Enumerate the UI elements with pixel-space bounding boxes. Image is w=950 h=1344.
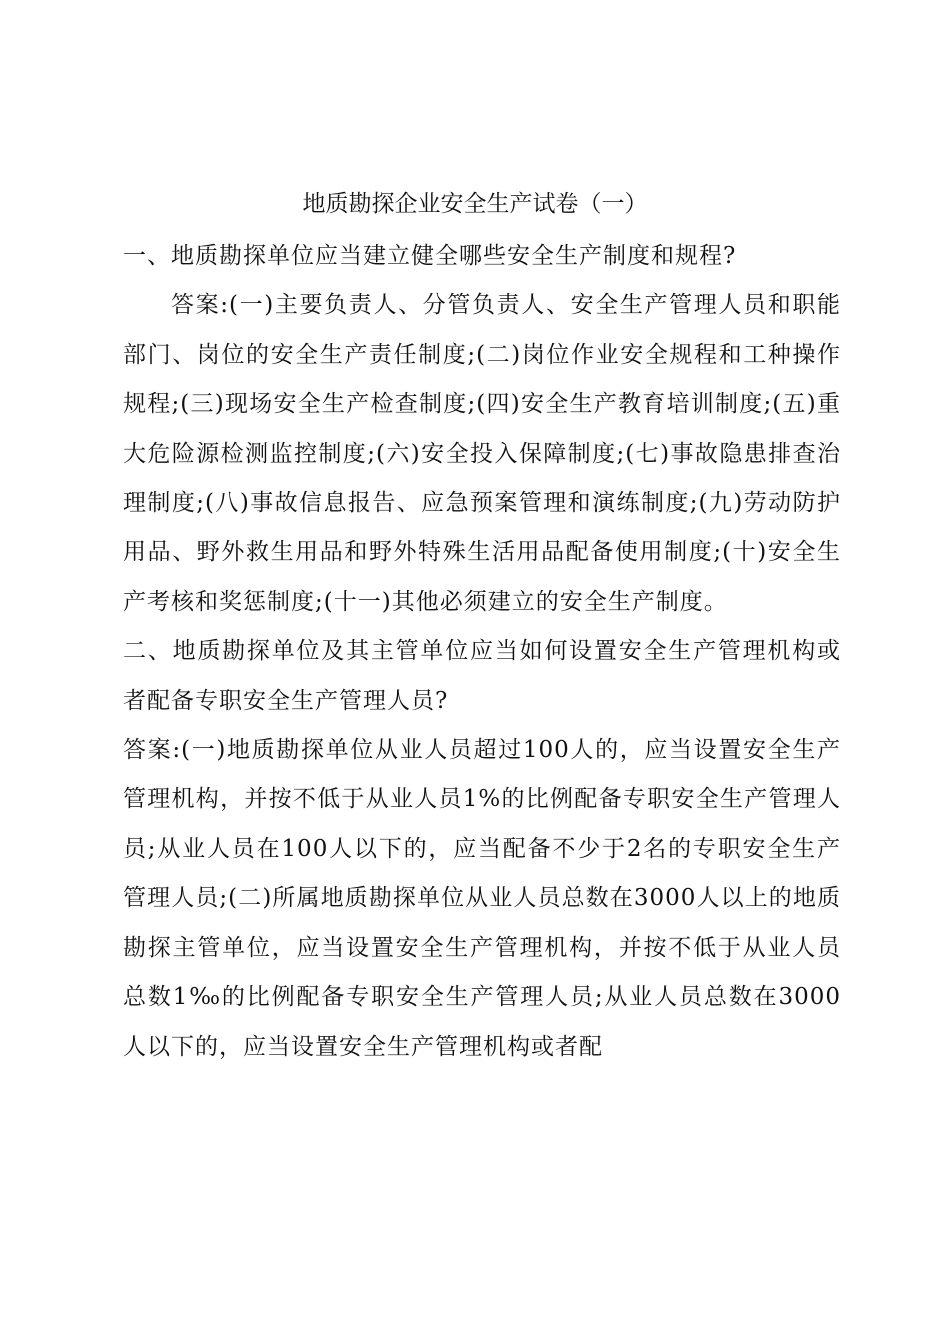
question-1: 一、地质勘探单位应当建立健全哪些安全生产制度和规程?	[123, 243, 737, 269]
document-body	[123, 232, 841, 1072]
question-2: 二、地质勘探单位及其主管单位应当如何设置安全生产管理机构或者配备专职安全生产管理人员?	[123, 638, 841, 714]
document-title: 地质勘探企业安全生产试卷（一）	[302, 191, 648, 217]
answer-2: 答案:(一)地质勘探单位从业人员超过100人的，应当设置安全生产管理机构，并按不低于从业人员1%的比例配备专职安全生产管理人员;从业人员在100人以下的，应当配备不少于2名的专职安全生产管理人员;(二)所属地质勘探单位从业人员总数在3000人以上的地质勘探主管单位，应当设置安全生产管理机构，并按不低于从业人员总数1‰的比例配备专职安全生产管理人员;从业人员总数在3000人以下的，应当设置安全生产管理机构或者配	[123, 737, 841, 1060]
answer-1: 答案:(一)主要负责人、分管负责人、安全生产管理人员和职能部门、岗位的安全生产责任制度;(二)岗位作业安全规程和工种操作规程;(三)现场安全生产检查制度;(四)安全生产教育培训制度;(五)重大危险源检测监控制度;(六)安全投入保障制度;(七)事故隐患排查治理制度;(八)事故信息报告、应急预案管理和演练制度;(九)劳动防护用品、野外救生用品和野外特殊生活用品配备使用制度;(十)安全生产考核和奖惩制度;(十一)其他必须建立的安全生产制度。	[123, 292, 841, 615]
